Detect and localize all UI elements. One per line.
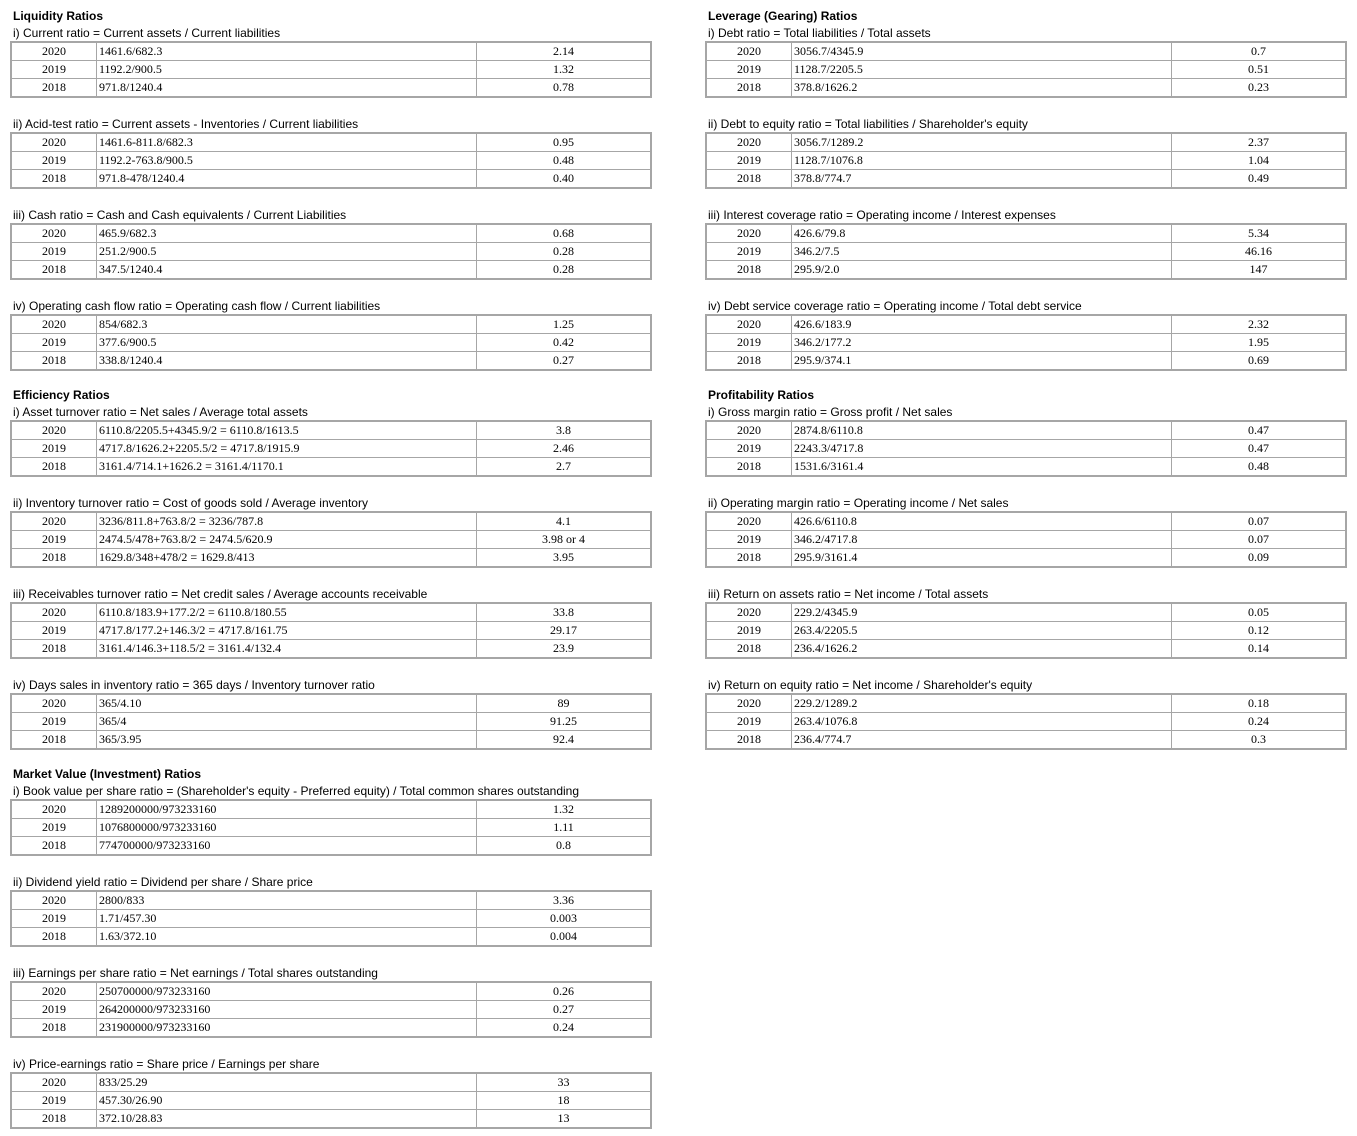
table-row — [11, 224, 651, 243]
year-cell: 2018 — [11, 458, 97, 477]
ratio-title: iii) Earnings per share ratio = Net earnings / Total shares outstanding — [13, 966, 378, 980]
result-cell: 2.46 — [477, 440, 652, 458]
calculation-cell: 346.2/4717.8 — [792, 531, 1172, 549]
result-cell: 33 — [477, 1073, 652, 1092]
year-cell: 2019 — [11, 1001, 97, 1019]
ratio-title: i) Gross margin ratio = Gross profit / Net sales — [708, 405, 953, 419]
table-row — [11, 622, 651, 640]
table-row — [11, 800, 651, 819]
table-row — [11, 1001, 651, 1019]
ratio-title: iv) Days sales in inventory ratio = 365 days / Inventory turnover ratio — [13, 678, 375, 692]
result-cell: 1.11 — [477, 819, 652, 837]
result-cell: 0.49 — [1172, 170, 1347, 189]
ratio-title: iv) Price-earnings ratio = Share price / Earnings per share — [13, 1057, 320, 1071]
table-row — [11, 440, 651, 458]
calculation-cell: 295.9/374.1 — [792, 352, 1172, 371]
calculation-cell: 833/25.29 — [97, 1073, 477, 1092]
table-row — [706, 640, 1346, 659]
calculation-cell: 378.8/1626.2 — [792, 79, 1172, 98]
table-row — [11, 79, 651, 98]
year-cell: 2020 — [706, 512, 792, 531]
result-cell: 89 — [477, 694, 652, 713]
table-row — [11, 549, 651, 568]
result-cell: 0.14 — [1172, 640, 1347, 659]
calculation-cell: 971.8/1240.4 — [97, 79, 477, 98]
table-row — [11, 512, 651, 531]
ratio-table — [10, 420, 652, 477]
table-row — [706, 42, 1346, 61]
calculation-cell: 236.4/774.7 — [792, 731, 1172, 750]
calculation-cell: 971.8-478/1240.4 — [97, 170, 477, 189]
year-cell: 2018 — [706, 79, 792, 98]
ratio-title: ii) Inventory turnover ratio = Cost of goods sold / Average inventory — [13, 496, 368, 510]
year-cell: 2020 — [706, 133, 792, 152]
result-cell: 3.36 — [477, 891, 652, 910]
year-cell: 2018 — [11, 352, 97, 371]
year-cell: 2020 — [11, 891, 97, 910]
calculation-cell: 231900000/973233160 — [97, 1019, 477, 1038]
year-cell: 2020 — [11, 133, 97, 152]
table-row — [11, 837, 651, 856]
calculation-cell: 1629.8/348+478/2 = 1629.8/413 — [97, 549, 477, 568]
result-cell: 2.14 — [477, 42, 652, 61]
year-cell: 2019 — [11, 622, 97, 640]
table-row — [11, 1073, 651, 1092]
year-cell: 2020 — [11, 42, 97, 61]
result-cell: 3.8 — [477, 421, 652, 440]
table-row — [706, 334, 1346, 352]
ratio-table — [10, 1072, 652, 1129]
year-cell: 2019 — [11, 910, 97, 928]
calculation-cell: 457.30/26.90 — [97, 1092, 477, 1110]
ratio-title: ii) Operating margin ratio = Operating income / Net sales — [708, 496, 1009, 510]
year-cell: 2019 — [706, 622, 792, 640]
result-cell: 0.003 — [477, 910, 652, 928]
ratio-title: i) Debt ratio = Total liabilities / Total assets — [708, 26, 931, 40]
result-cell: 5.34 — [1172, 224, 1347, 243]
ratio-table — [10, 511, 652, 568]
calculation-cell: 347.5/1240.4 — [97, 261, 477, 280]
result-cell: 0.18 — [1172, 694, 1347, 713]
result-cell: 0.07 — [1172, 531, 1347, 549]
year-cell: 2018 — [11, 549, 97, 568]
year-cell: 2020 — [11, 315, 97, 334]
year-cell: 2019 — [706, 243, 792, 261]
table-row — [11, 1110, 651, 1129]
calculation-cell: 3056.7/4345.9 — [792, 42, 1172, 61]
result-cell: 0.3 — [1172, 731, 1347, 750]
calculation-cell: 1.63/372.10 — [97, 928, 477, 947]
table-row — [706, 61, 1346, 79]
ratio-title: ii) Acid-test ratio = Current assets - Inventories / Current liabilities — [13, 117, 359, 131]
ratio-table — [10, 981, 652, 1038]
ratio-table — [10, 602, 652, 659]
year-cell: 2018 — [11, 1019, 97, 1038]
calculation-cell: 1461.6/682.3 — [97, 42, 477, 61]
year-cell: 2018 — [706, 458, 792, 477]
year-cell: 2020 — [11, 1073, 97, 1092]
table-row — [706, 622, 1346, 640]
result-cell: 0.26 — [477, 982, 652, 1001]
result-cell: 0.09 — [1172, 549, 1347, 568]
calculation-cell: 378.8/774.7 — [792, 170, 1172, 189]
year-cell: 2020 — [706, 42, 792, 61]
table-row — [11, 458, 651, 477]
calculation-cell: 2243.3/4717.8 — [792, 440, 1172, 458]
result-cell: 0.78 — [477, 79, 652, 98]
year-cell: 2019 — [11, 61, 97, 79]
result-cell: 3.98 or 4 — [477, 531, 652, 549]
table-row — [706, 170, 1346, 189]
year-cell: 2019 — [706, 61, 792, 79]
result-cell: 2.37 — [1172, 133, 1347, 152]
calculation-cell: 2474.5/478+763.8/2 = 2474.5/620.9 — [97, 531, 477, 549]
calculation-cell: 236.4/1626.2 — [792, 640, 1172, 659]
calculation-cell: 229.2/1289.2 — [792, 694, 1172, 713]
year-cell: 2018 — [11, 731, 97, 750]
result-cell: 0.24 — [477, 1019, 652, 1038]
result-cell: 91.25 — [477, 713, 652, 731]
calculation-cell: 1461.6-811.8/682.3 — [97, 133, 477, 152]
year-cell: 2019 — [11, 152, 97, 170]
result-cell: 0.40 — [477, 170, 652, 189]
calculation-cell: 1531.6/3161.4 — [792, 458, 1172, 477]
year-cell: 2019 — [11, 713, 97, 731]
year-cell: 2018 — [706, 640, 792, 659]
result-cell: 0.27 — [477, 352, 652, 371]
calculation-cell: 3236/811.8+763.8/2 = 3236/787.8 — [97, 512, 477, 531]
result-cell: 18 — [477, 1092, 652, 1110]
result-cell: 3.95 — [477, 549, 652, 568]
ratio-title: iii) Interest coverage ratio = Operating income / Interest expenses — [708, 208, 1056, 222]
ratio-table — [705, 511, 1347, 568]
calculation-cell: 365/4.10 — [97, 694, 477, 713]
year-cell: 2020 — [11, 603, 97, 622]
year-cell: 2019 — [706, 713, 792, 731]
table-row — [11, 982, 651, 1001]
table-row — [11, 713, 651, 731]
year-cell: 2018 — [11, 79, 97, 98]
table-row — [11, 891, 651, 910]
year-cell: 2018 — [11, 1110, 97, 1129]
result-cell: 0.51 — [1172, 61, 1347, 79]
year-cell: 2020 — [706, 224, 792, 243]
table-row — [706, 603, 1346, 622]
calculation-cell: 1.71/457.30 — [97, 910, 477, 928]
calculation-cell: 6110.8/183.9+177.2/2 = 6110.8/180.55 — [97, 603, 477, 622]
calculation-cell: 1128.7/2205.5 — [792, 61, 1172, 79]
result-cell: 1.25 — [477, 315, 652, 334]
calculation-cell: 346.2/7.5 — [792, 243, 1172, 261]
calculation-cell: 250700000/973233160 — [97, 982, 477, 1001]
calculation-cell: 1192.2/900.5 — [97, 61, 477, 79]
liquidity-section-title: Liquidity Ratios — [13, 9, 103, 23]
calculation-cell: 774700000/973233160 — [97, 837, 477, 856]
calculation-cell: 377.6/900.5 — [97, 334, 477, 352]
table-row — [706, 224, 1346, 243]
table-row — [11, 731, 651, 750]
table-row — [706, 731, 1346, 750]
result-cell: 33.8 — [477, 603, 652, 622]
result-cell: 1.32 — [477, 800, 652, 819]
result-cell: 0.48 — [477, 152, 652, 170]
year-cell: 2020 — [11, 694, 97, 713]
year-cell: 2020 — [11, 421, 97, 440]
ratio-title: iii) Return on assets ratio = Net income / Total assets — [708, 587, 989, 601]
table-row — [11, 61, 651, 79]
ratio-title: iv) Return on equity ratio = Net income / Shareholder's equity — [708, 678, 1033, 692]
calculation-cell: 229.2/4345.9 — [792, 603, 1172, 622]
result-cell: 4.1 — [477, 512, 652, 531]
result-cell: 147 — [1172, 261, 1347, 280]
table-row — [706, 458, 1346, 477]
year-cell: 2018 — [706, 170, 792, 189]
year-cell: 2020 — [11, 982, 97, 1001]
table-row — [11, 261, 651, 280]
ratio-table — [705, 41, 1347, 98]
year-cell: 2020 — [11, 224, 97, 243]
leverage-section-title: Leverage (Gearing) Ratios — [708, 9, 858, 23]
table-row — [706, 694, 1346, 713]
result-cell: 0.24 — [1172, 713, 1347, 731]
result-cell: 0.23 — [1172, 79, 1347, 98]
result-cell: 0.8 — [477, 837, 652, 856]
result-cell: 1.04 — [1172, 152, 1347, 170]
result-cell: 46.16 — [1172, 243, 1347, 261]
result-cell: 0.95 — [477, 133, 652, 152]
result-cell: 0.69 — [1172, 352, 1347, 371]
year-cell: 2019 — [11, 440, 97, 458]
table-row — [706, 549, 1346, 568]
year-cell: 2019 — [11, 334, 97, 352]
result-cell: 2.32 — [1172, 315, 1347, 334]
result-cell: 2.7 — [477, 458, 652, 477]
table-row — [706, 261, 1346, 280]
table-row — [706, 133, 1346, 152]
ratio-title: i) Asset turnover ratio = Net sales / Average total assets — [13, 405, 308, 419]
table-row — [706, 531, 1346, 549]
result-cell: 0.12 — [1172, 622, 1347, 640]
calculation-cell: 346.2/177.2 — [792, 334, 1172, 352]
ratio-table — [10, 223, 652, 280]
calculation-cell: 365/3.95 — [97, 731, 477, 750]
result-cell: 0.47 — [1172, 421, 1347, 440]
year-cell: 2018 — [706, 261, 792, 280]
ratio-table — [705, 132, 1347, 189]
year-cell: 2019 — [11, 819, 97, 837]
calculation-cell: 295.9/2.0 — [792, 261, 1172, 280]
result-cell: 0.7 — [1172, 42, 1347, 61]
table-row — [706, 352, 1346, 371]
ratio-table — [10, 890, 652, 947]
table-row — [11, 603, 651, 622]
table-row — [11, 1019, 651, 1038]
calculation-cell: 263.4/1076.8 — [792, 713, 1172, 731]
ratio-title: iv) Debt service coverage ratio = Operating income / Total debt service — [708, 299, 1082, 313]
year-cell: 2019 — [706, 334, 792, 352]
ratio-table — [10, 799, 652, 856]
table-row — [11, 243, 651, 261]
year-cell: 2018 — [11, 640, 97, 659]
result-cell: 0.28 — [477, 261, 652, 280]
year-cell: 2018 — [11, 928, 97, 947]
calculation-cell: 264200000/973233160 — [97, 1001, 477, 1019]
ratio-table — [10, 314, 652, 371]
ratio-table — [10, 41, 652, 98]
table-row — [11, 819, 651, 837]
table-row — [706, 315, 1346, 334]
table-row — [11, 421, 651, 440]
result-cell: 0.07 — [1172, 512, 1347, 531]
calculation-cell: 263.4/2205.5 — [792, 622, 1172, 640]
table-row — [706, 713, 1346, 731]
calculation-cell: 1289200000/973233160 — [97, 800, 477, 819]
table-row — [11, 334, 651, 352]
calculation-cell: 426.6/79.8 — [792, 224, 1172, 243]
calculation-cell: 6110.8/2205.5+4345.9/2 = 6110.8/1613.5 — [97, 421, 477, 440]
calculation-cell: 426.6/6110.8 — [792, 512, 1172, 531]
year-cell: 2018 — [11, 837, 97, 856]
ratio-table — [705, 602, 1347, 659]
year-cell: 2019 — [11, 531, 97, 549]
result-cell: 0.004 — [477, 928, 652, 947]
ratio-title: ii) Debt to equity ratio = Total liabilities / Shareholder's equity — [708, 117, 1028, 131]
result-cell: 29.17 — [477, 622, 652, 640]
calculation-cell: 2800/833 — [97, 891, 477, 910]
table-row — [11, 694, 651, 713]
calculation-cell: 251.2/900.5 — [97, 243, 477, 261]
year-cell: 2020 — [11, 512, 97, 531]
result-cell: 0.68 — [477, 224, 652, 243]
ratio-title: iii) Receivables turnover ratio = Net credit sales / Average accounts receivable — [13, 587, 428, 601]
calculation-cell: 295.9/3161.4 — [792, 549, 1172, 568]
ratio-table — [10, 132, 652, 189]
year-cell: 2019 — [706, 152, 792, 170]
calculation-cell: 365/4 — [97, 713, 477, 731]
table-row — [706, 421, 1346, 440]
result-cell: 23.9 — [477, 640, 652, 659]
year-cell: 2018 — [706, 352, 792, 371]
result-cell: 0.05 — [1172, 603, 1347, 622]
calculation-cell: 1128.7/1076.8 — [792, 152, 1172, 170]
calculation-cell: 2874.8/6110.8 — [792, 421, 1172, 440]
calculation-cell: 3056.7/1289.2 — [792, 133, 1172, 152]
result-cell: 13 — [477, 1110, 652, 1129]
ratio-table — [705, 223, 1347, 280]
result-cell: 0.42 — [477, 334, 652, 352]
ratio-table — [705, 314, 1347, 371]
result-cell: 0.27 — [477, 1001, 652, 1019]
ratio-table — [705, 420, 1347, 477]
year-cell: 2020 — [706, 315, 792, 334]
year-cell: 2018 — [11, 170, 97, 189]
result-cell: 0.48 — [1172, 458, 1347, 477]
table-row — [11, 531, 651, 549]
table-row — [11, 640, 651, 659]
calculation-cell: 854/682.3 — [97, 315, 477, 334]
table-row — [706, 79, 1346, 98]
calculation-cell: 1076800000/973233160 — [97, 819, 477, 837]
table-row — [706, 440, 1346, 458]
calculation-cell: 426.6/183.9 — [792, 315, 1172, 334]
calculation-cell: 3161.4/146.3+118.5/2 = 3161.4/132.4 — [97, 640, 477, 659]
year-cell: 2020 — [706, 694, 792, 713]
year-cell: 2018 — [11, 261, 97, 280]
table-row — [11, 152, 651, 170]
table-row — [11, 170, 651, 189]
year-cell: 2019 — [11, 1092, 97, 1110]
efficiency-section-title: Efficiency Ratios — [13, 388, 110, 402]
table-row — [11, 928, 651, 947]
calculation-cell: 3161.4/714.1+1626.2 = 3161.4/1170.1 — [97, 458, 477, 477]
ratio-title: iii) Cash ratio = Cash and Cash equivalents / Current Liabilities — [13, 208, 347, 222]
year-cell: 2018 — [706, 731, 792, 750]
year-cell: 2020 — [706, 603, 792, 622]
ratio-table — [705, 693, 1347, 750]
table-row — [11, 1092, 651, 1110]
calculation-cell: 338.8/1240.4 — [97, 352, 477, 371]
year-cell: 2019 — [11, 243, 97, 261]
year-cell: 2020 — [706, 421, 792, 440]
table-row — [11, 133, 651, 152]
year-cell: 2019 — [706, 531, 792, 549]
calculation-cell: 1192.2-763.8/900.5 — [97, 152, 477, 170]
market-section-title: Market Value (Investment) Ratios — [13, 767, 202, 781]
result-cell: 1.32 — [477, 61, 652, 79]
result-cell: 0.47 — [1172, 440, 1347, 458]
ratio-title: i) Current ratio = Current assets / Current liabilities — [13, 26, 281, 40]
table-row — [706, 243, 1346, 261]
table-row — [11, 352, 651, 371]
table-row — [11, 910, 651, 928]
table-row — [706, 152, 1346, 170]
year-cell: 2019 — [706, 440, 792, 458]
calculation-cell: 465.9/682.3 — [97, 224, 477, 243]
result-cell: 1.95 — [1172, 334, 1347, 352]
table-row — [11, 315, 651, 334]
result-cell: 92.4 — [477, 731, 652, 750]
table-row — [11, 42, 651, 61]
result-cell: 0.28 — [477, 243, 652, 261]
calculation-cell: 4717.8/1626.2+2205.5/2 = 4717.8/1915.9 — [97, 440, 477, 458]
table-row — [706, 512, 1346, 531]
ratio-title: ii) Dividend yield ratio = Dividend per share / Share price — [13, 875, 313, 889]
year-cell: 2018 — [706, 549, 792, 568]
calculation-cell: 4717.8/177.2+146.3/2 = 4717.8/161.75 — [97, 622, 477, 640]
ratio-title: iv) Operating cash flow ratio = Operating cash flow / Current liabilities — [13, 299, 381, 313]
year-cell: 2020 — [11, 800, 97, 819]
ratio-table — [10, 693, 652, 750]
calculation-cell: 372.10/28.83 — [97, 1110, 477, 1129]
ratio-title: i) Book value per share ratio = (Shareholder's equity - Preferred equity) / Total common shares outstanding — [13, 784, 580, 798]
profitability-section-title: Profitability Ratios — [708, 388, 815, 402]
